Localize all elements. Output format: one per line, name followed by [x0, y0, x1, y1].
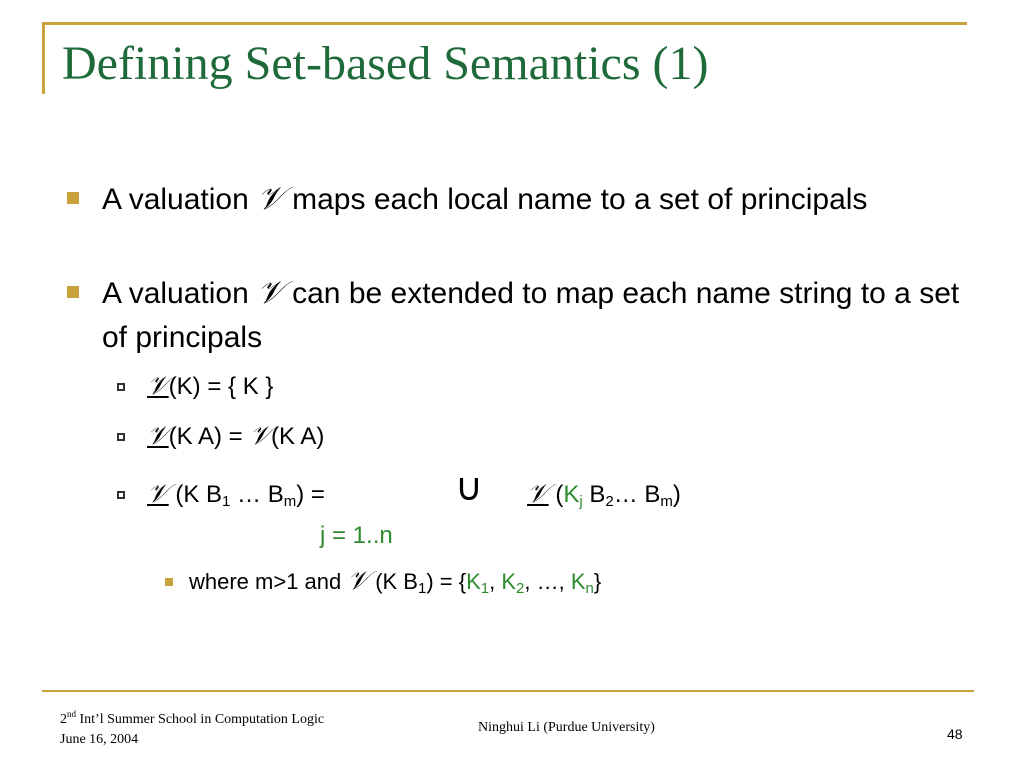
hollow-square-bullet-icon — [117, 433, 125, 441]
union-range: j = 1..n — [320, 522, 393, 549]
slide-title: Defining Set-based Semantics (1) — [62, 37, 709, 90]
square-bullet-icon — [67, 286, 79, 298]
hollow-square-bullet-icon — [117, 491, 125, 499]
union-symbol: ∪ — [455, 465, 483, 509]
small-square-bullet-icon — [165, 578, 173, 586]
footer-presenter: Ninghui Li (Purdue University) — [478, 720, 655, 735]
valuation-symbol: 𝒱 — [257, 180, 284, 216]
bullet-1-text: A valuation 𝒱 maps each local name to a set of principals — [102, 180, 868, 216]
frame-vertical-line — [42, 22, 45, 94]
footer-date: June 16, 2004 — [60, 732, 139, 747]
footer-divider — [42, 690, 974, 692]
bullet-2-text: A valuation 𝒱 can be extended to map each name string to a set of principals — [102, 274, 960, 354]
frame-horizontal-line — [42, 22, 967, 25]
footer-event: 2nd Int’l Summer School in Computation Logic June 16, 2004 — [60, 704, 324, 750]
hollow-square-bullet-icon — [117, 383, 125, 391]
valuation-symbol: 𝒱 — [257, 274, 284, 310]
page-number: 48 — [947, 726, 963, 742]
square-bullet-icon — [67, 192, 79, 204]
sub-bullet-3-rhs: 𝒱 ($K_j$ $B_2\dots$ $B_m$) — [527, 479, 681, 510]
